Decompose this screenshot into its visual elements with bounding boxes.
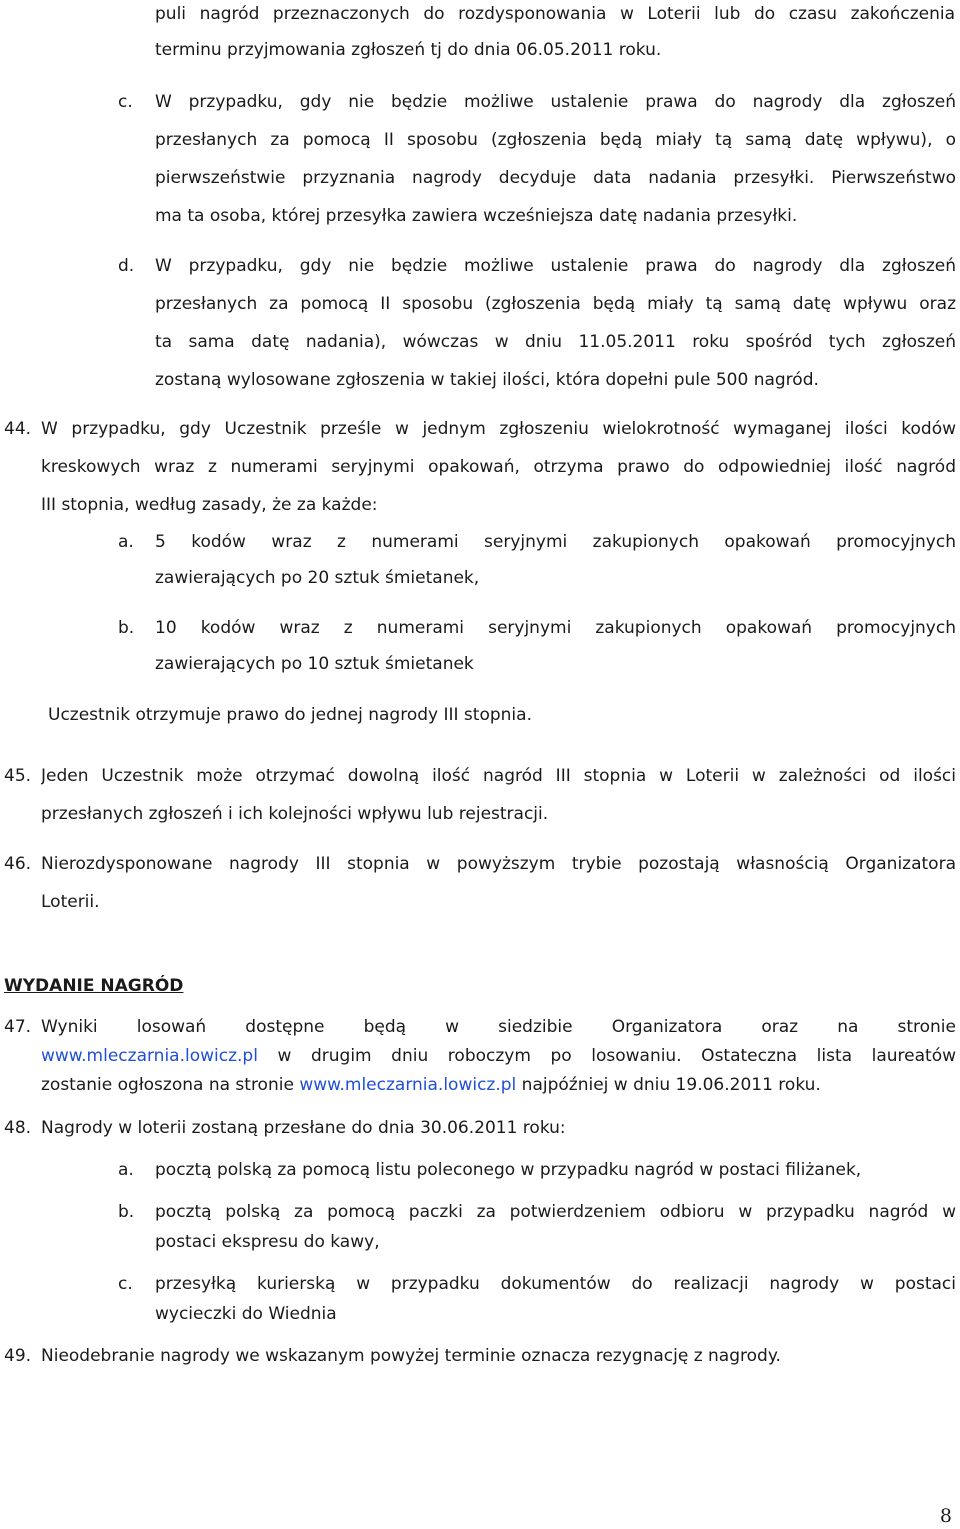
text-segment: zostanie ogłoszona na stronie — [41, 1075, 300, 1095]
list-label: a. — [118, 532, 134, 552]
text-line: przesyłką kurierską w przypadku dokumentów do realizacji nagrody w postaci — [155, 1274, 956, 1294]
paragraph-44 — [41, 415, 956, 519]
text-line: pocztą polską za pomocą paczki za potwierdzeniem odbioru w przypadku nagród w — [155, 1202, 956, 1222]
list-item-c — [155, 88, 956, 230]
text-line: W przypadku, gdy nie będzie możliwe ustalenie prawa do nagrody dla zgłoszeń — [155, 256, 956, 276]
intro-paragraph — [155, 0, 955, 64]
list-label: b. — [118, 618, 135, 638]
text-line — [41, 1071, 956, 1099]
text-line: zostaną wylosowane zgłoszenia w takiej ilości, która dopełni pule 500 nagród. — [155, 370, 819, 390]
paragraph-number: 46. — [4, 854, 32, 874]
paragraph-number: 48. — [4, 1118, 32, 1138]
text-line: terminu przyjmowania zgłoszeń tj do dnia 06.05.2011 roku. — [155, 40, 662, 60]
paragraph-47 — [41, 1013, 956, 1099]
paragraph-number: 44. — [4, 419, 32, 439]
text-line: ta sama datę nadania), wówczas w dniu 11.05.2011 roku spośród tych zgłoszeń — [155, 332, 956, 352]
list-item-48c — [155, 1270, 956, 1328]
list-item-48b — [155, 1198, 956, 1256]
list-label: c. — [118, 92, 133, 112]
paragraph-46 — [41, 850, 956, 916]
text-line: puli nagród przeznaczonych do rozdysponowania w Loterii lub do czasu zakończenia — [155, 4, 955, 24]
paragraph-49-text: Nieodebranie nagrody we wskazanym powyżej terminie oznacza rezygnację z nagrody. — [41, 1346, 781, 1366]
text-line: ma ta osoba, której przesyłka zawiera wcześniejsza datę nadania przesyłki. — [155, 206, 798, 226]
closing-text: Uczestnik otrzymuje prawo do jednej nagrody III stopnia. — [48, 705, 532, 725]
text-line: Jeden Uczestnik może otrzymać dowolną ilość nagród III stopnia w Loterii w zależności od ilości — [41, 766, 956, 786]
text-line: przesłanych zgłoszeń i ich kolejności wpływu lub rejestracji. — [41, 804, 549, 824]
text-line: kreskowych wraz z numerami seryjnymi opakowań, otrzyma prawo do odpowiedniej ilość nagród — [41, 457, 956, 477]
list-item-48a: pocztą polską za pomocą listu poleconego w przypadku nagród w postaci filiżanek, — [155, 1160, 862, 1180]
text-line: zawierających po 20 sztuk śmietanek, — [155, 568, 480, 588]
text-line: III stopnia, według zasady, że za każde: — [41, 495, 378, 515]
text-line: zawierających po 10 sztuk śmietanek — [155, 654, 474, 674]
paragraph-45 — [41, 762, 956, 828]
list-item-d — [155, 252, 956, 394]
text-line: Nierozdysponowane nagrody III stopnia w powyższym trybie pozostają własnością Organizatora — [41, 854, 956, 874]
text-line: wycieczki do Wiednia — [155, 1304, 337, 1324]
text-line: 5 kodów wraz z numerami seryjnymi zakupionych opakowań promocyjnych — [155, 532, 956, 552]
section-heading: WYDANIE NAGRÓD — [4, 976, 184, 996]
text-segment: najpóźniej w dniu 19.06.2011 roku. — [516, 1075, 821, 1095]
list-item-44b — [155, 614, 956, 678]
text-line: 10 kodów wraz z numerami seryjnymi zakupionych opakowań promocyjnych — [155, 618, 956, 638]
text-line: przesłanych za pomocą II sposobu (zgłoszenia będą miały tą samą datę wpływu oraz — [155, 294, 956, 314]
page-number: 8 — [939, 1505, 952, 1527]
text-line — [41, 1042, 956, 1070]
list-label: a. — [118, 1160, 134, 1180]
text-line: pierwszeństwie przyznania nagrody decyduje data nadania przesyłki. Pierwszeństwo — [155, 168, 956, 188]
text-line: Loterii. — [41, 892, 100, 912]
results-link[interactable]: www.mleczarnia.lowicz.pl — [41, 1046, 258, 1066]
text-segment: w drugim dniu roboczym po losowaniu. Ostateczna lista laureatów — [257, 1046, 956, 1066]
list-label: d. — [118, 256, 135, 276]
list-label: b. — [118, 1202, 135, 1222]
text-line: Wyniki losowań dostępne będą w siedzibie Organizatora oraz na stronie — [41, 1017, 956, 1037]
list-item-44a — [155, 528, 956, 592]
text-line: W przypadku, gdy Uczestnik prześle w jednym zgłoszeniu wielokrotność wymaganej ilości kodów — [41, 419, 956, 439]
text-line: przesłanych za pomocą II sposobu (zgłoszenia będą miały tą samą datę wpływu), o — [155, 130, 956, 150]
text-line: postaci ekspresu do kawy, — [155, 1232, 380, 1252]
text-line: W przypadku, gdy nie będzie możliwe ustalenie prawa do nagrody dla zgłoszeń — [155, 92, 956, 112]
paragraph-48-text: Nagrody w loterii zostaną przesłane do dnia 30.06.2011 roku: — [41, 1118, 566, 1138]
laureates-link[interactable]: www.mleczarnia.lowicz.pl — [299, 1075, 517, 1095]
list-label: c. — [118, 1274, 133, 1294]
paragraph-number: 47. — [4, 1017, 32, 1037]
paragraph-number: 45. — [4, 766, 32, 786]
paragraph-number: 49. — [4, 1346, 32, 1366]
